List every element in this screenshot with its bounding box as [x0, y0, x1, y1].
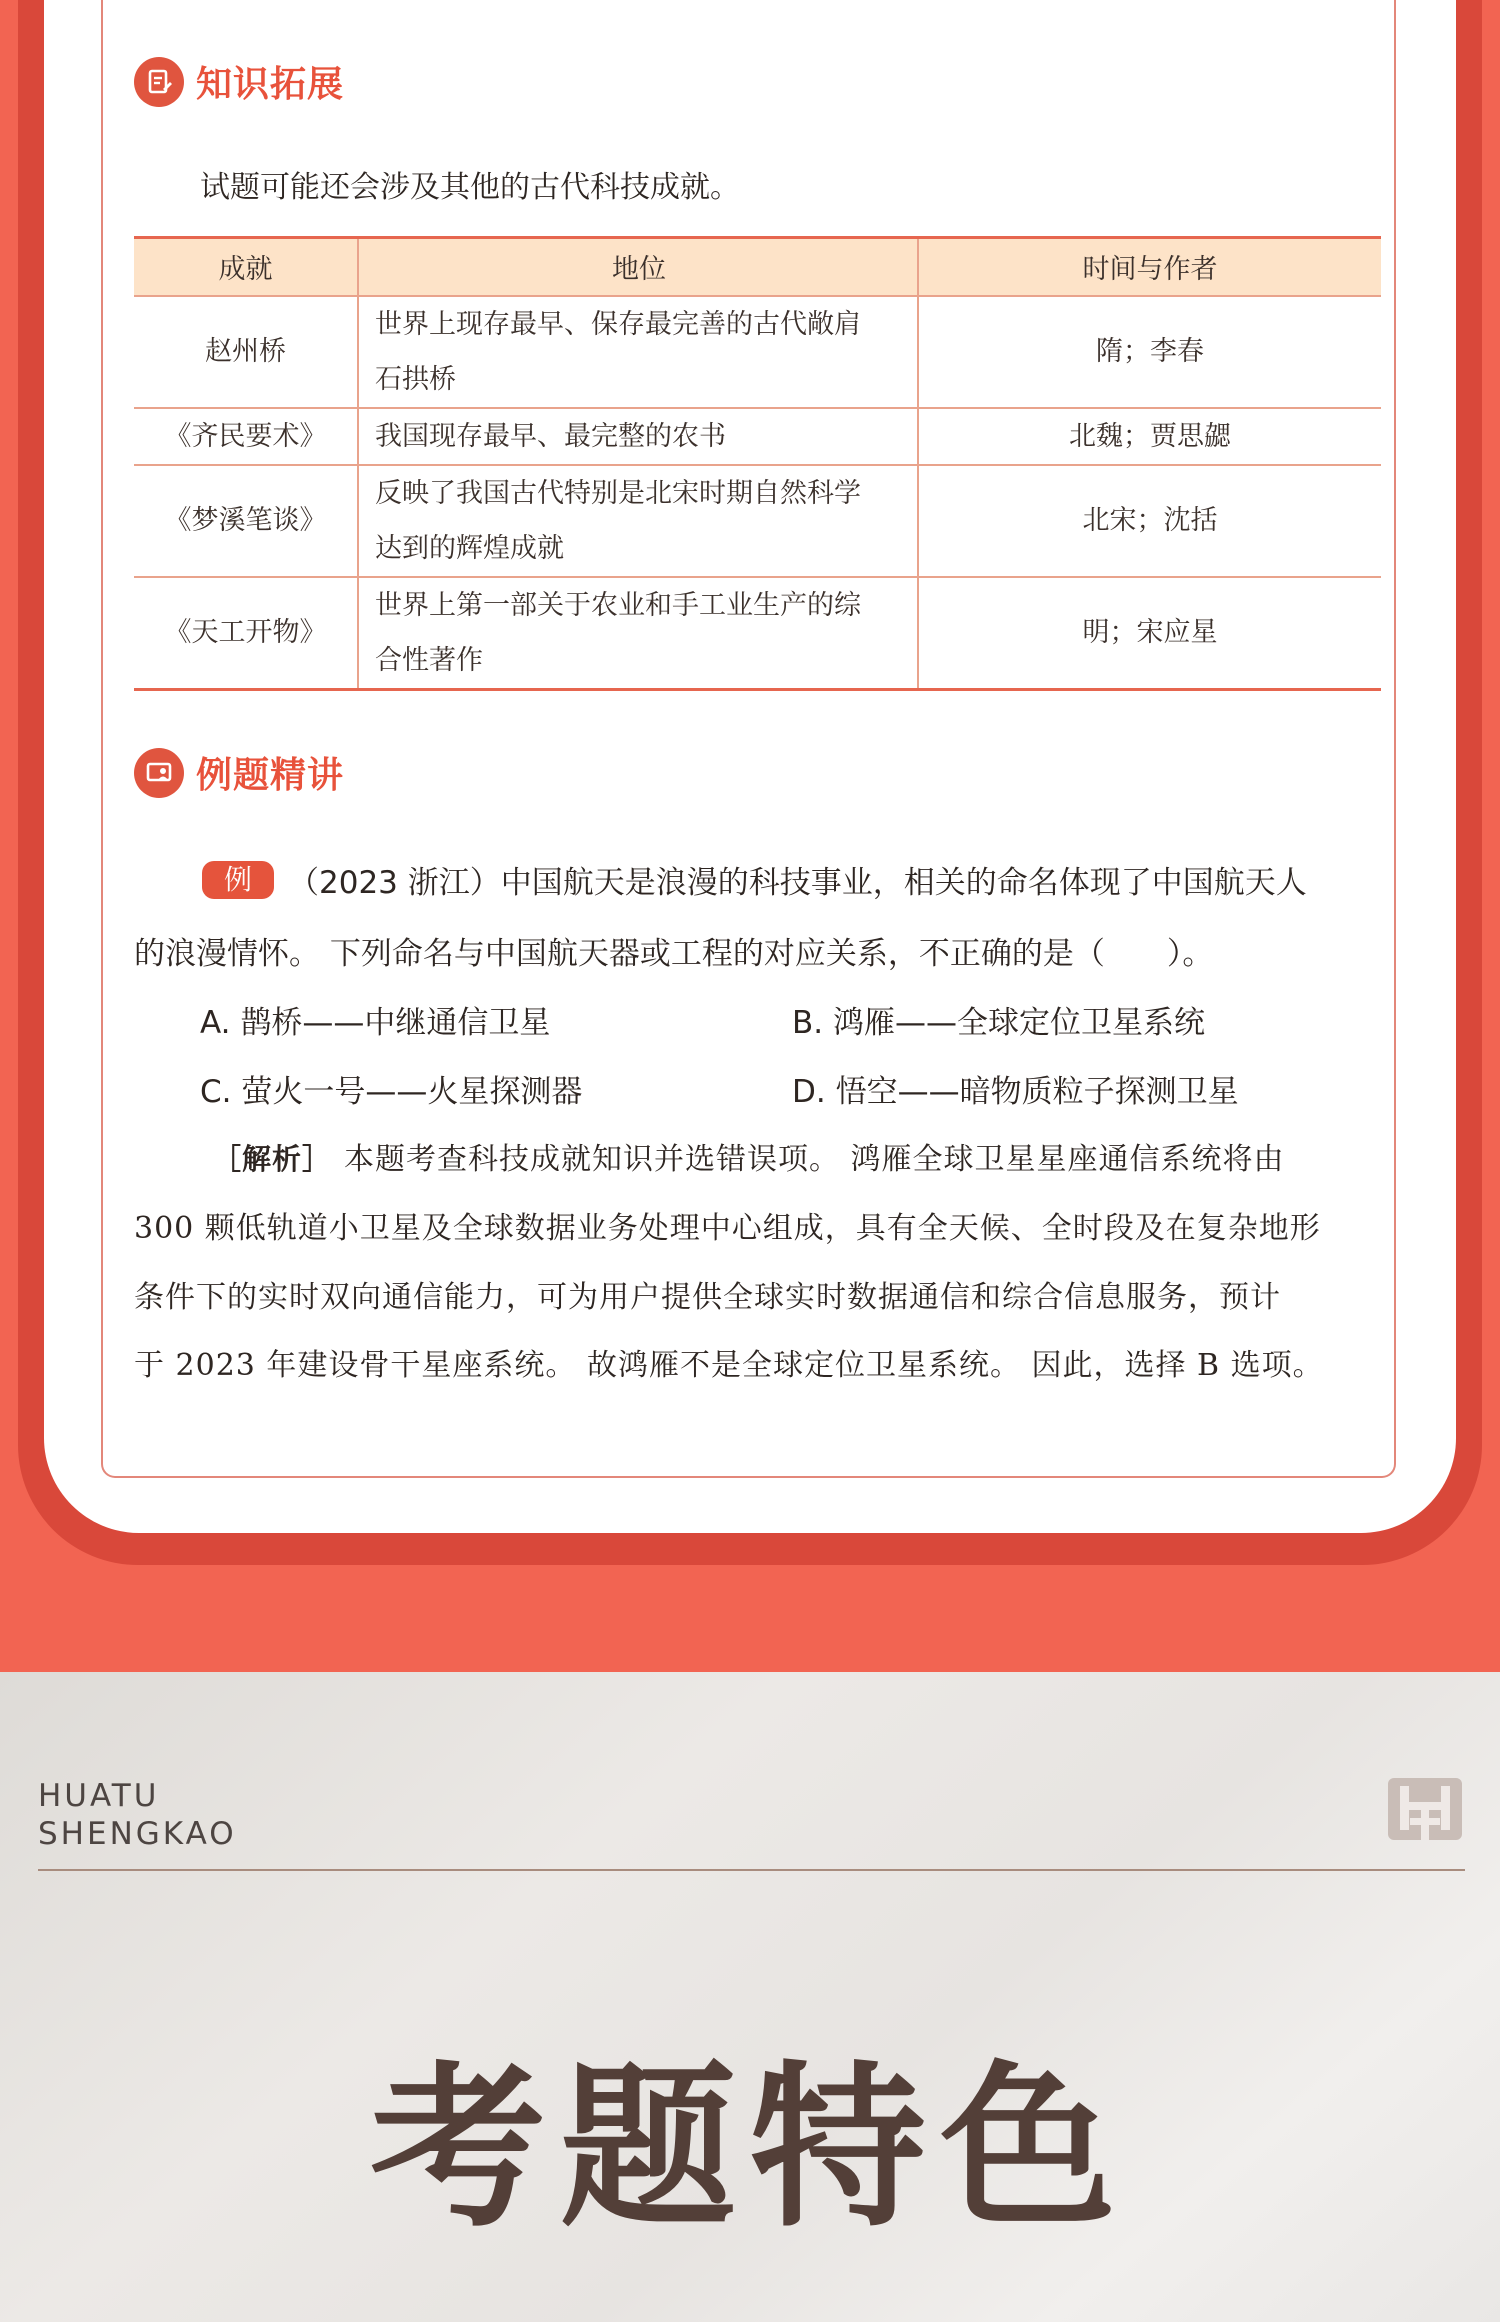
- column-header: 地位: [358, 238, 918, 296]
- question-line: 的浪漫情怀。 下列命名与中国航天器或工程的对应关系，不正确的是（ ）。: [134, 936, 1214, 972]
- table-row: [134, 408, 1381, 465]
- option-c: C. 萤火一号——火星探测器: [200, 1074, 583, 1110]
- example-section-title: 例题精讲: [196, 755, 345, 796]
- table-cell-time-author: 北魏；贾思勰: [918, 408, 1381, 465]
- status-line: 合性著作: [375, 644, 483, 676]
- notebook-icon: [134, 57, 184, 107]
- status-line: 世界上现存最早、保存最完善的古代敞肩: [375, 308, 861, 340]
- table-cell-achievement: 《齐民要术》: [134, 408, 358, 465]
- status-line: 达到的辉煌成就: [375, 532, 564, 564]
- table-row: [134, 577, 1381, 690]
- analysis-label: ［解析］: [212, 1144, 333, 1176]
- table-cell-time-author: 明；宋应星: [918, 577, 1381, 690]
- analysis-line: 于 2023 年建设骨干星座系统。 故鸿雁不是全球定位卫星系统。 因此，选择 B 选项。: [134, 1348, 1324, 1383]
- feature-title: 考题特色: [369, 2046, 1130, 2251]
- table-cell-status: [358, 577, 918, 690]
- table-cell-status: [358, 465, 918, 577]
- table-cell-achievement: 《梦溪笔谈》: [134, 465, 358, 577]
- example-section-header: [134, 747, 344, 798]
- brand-line: SHENGKAO: [38, 1816, 237, 1852]
- table-cell-time-author: 隋；李春: [918, 296, 1381, 408]
- table-row: [134, 465, 1381, 577]
- content-border: [101, 0, 1396, 1478]
- knowledge-intro: 试题可能还会涉及其他的古代科技成就。: [200, 170, 740, 205]
- table-cell-status: [358, 296, 918, 408]
- option-d: D. 悟空——暗物质粒子探测卫星: [792, 1074, 1239, 1110]
- lecture-board-icon: [134, 748, 184, 798]
- table-cell-achievement: 赵州桥: [134, 296, 358, 408]
- table-row: [134, 296, 1381, 408]
- option-a: A. 鹊桥——中继通信卫星: [200, 1005, 551, 1041]
- analysis-line: 300 颗低轨道小卫星及全球数据业务处理中心组成，具有全天候、全时段及在复杂地形: [134, 1211, 1321, 1246]
- example-badge: 例: [202, 861, 274, 899]
- status-line: 石拱桥: [375, 363, 456, 395]
- column-header: 成就: [134, 238, 358, 296]
- feature-banner: [0, 1672, 1500, 2322]
- status-line: 反映了我国古代特别是北宋时期自然科学: [375, 477, 861, 509]
- knowledge-section-header: [134, 56, 344, 107]
- brand-line: HUATU: [38, 1778, 160, 1814]
- table-header-row: [134, 238, 1381, 296]
- column-header: 时间与作者: [918, 238, 1381, 296]
- divider: [38, 1869, 1465, 1871]
- option-b: B. 鸿雁——全球定位卫星系统: [792, 1005, 1205, 1041]
- status-line: 世界上第一部关于农业和手工业生产的综: [375, 589, 861, 621]
- question-line: [202, 857, 1307, 902]
- table-cell-achievement: 《天工开物》: [134, 577, 358, 690]
- table-cell-status: 我国现存最早、最完整的农书: [358, 408, 918, 465]
- table-cell-time-author: 北宋；沈括: [918, 465, 1381, 577]
- analysis-text: 本题考查科技成就知识并选错误项。 鸿雁全球卫星星座通信系统将由: [344, 1142, 1285, 1177]
- huatu-logo-icon: [1386, 1774, 1464, 1846]
- question-text: （2023 浙江）中国航天是浪漫的科技事业，相关的命名体现了中国航天人: [288, 865, 1307, 901]
- analysis-line: 条件下的实时双向通信能力，可为用户提供全球实时数据通信和综合信息服务，预计: [134, 1280, 1281, 1315]
- analysis-line: [212, 1134, 1285, 1178]
- achievement-table: [134, 236, 1381, 691]
- brand-text: [38, 1777, 237, 1853]
- knowledge-section-title: 知识拓展: [196, 64, 345, 105]
